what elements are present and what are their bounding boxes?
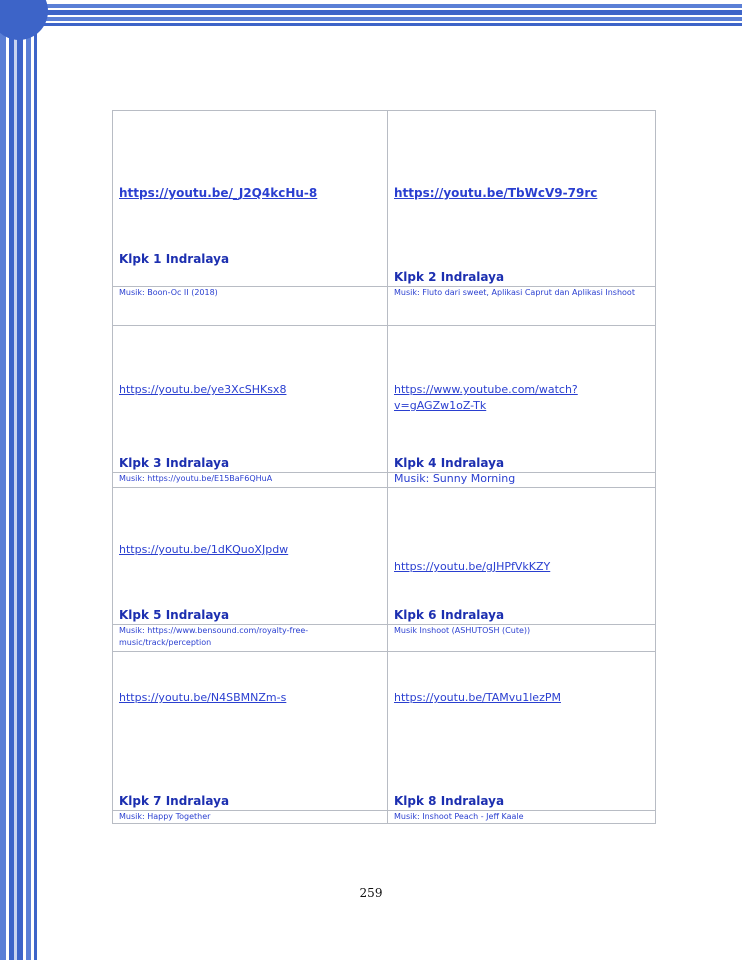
video-link[interactable]: https://youtu.be/N4SBMNZm-s — [119, 691, 287, 704]
video-cell — [113, 488, 388, 625]
video-link[interactable]: https://youtu.be/ye3XcSHKsx8 — [119, 383, 287, 396]
group-label: Klpk 4 Indralaya — [394, 456, 505, 470]
table-row — [113, 111, 656, 287]
group-label: Klpk 7 Indralaya — [119, 794, 230, 808]
decorative-frame-bar — [0, 4, 742, 8]
table-row — [113, 326, 656, 473]
group-label: Klpk 6 Indralaya — [394, 608, 505, 622]
video-cell — [388, 652, 656, 811]
video-cell — [388, 326, 656, 473]
group-label: Klpk 8 Indralaya — [394, 794, 505, 808]
video-link[interactable]: https://youtu.be/TAMvu1lezPM — [394, 691, 561, 704]
video-cell — [113, 652, 388, 811]
video-link[interactable]: https://youtu.be/1dKQuoXJpdw — [119, 543, 289, 556]
music-credit: Musik: Happy Together — [113, 811, 388, 824]
music-credit: Musik: https://www.bensound.com/royalty-free-music/track/perception — [113, 625, 388, 652]
music-credit: Musik Inshoot (ASHUTOSH (Cute)) — [388, 625, 656, 652]
table-row — [113, 488, 656, 625]
music-credit: Musik: Boon-Oc II (2018) — [113, 287, 388, 326]
video-cell — [388, 111, 656, 287]
video-links-table — [112, 110, 656, 824]
music-credit: Musik: https://youtu.be/E15BaF6QHuA — [113, 473, 388, 488]
video-cell — [113, 326, 388, 473]
video-cell — [113, 111, 388, 287]
table-row — [113, 287, 656, 326]
group-label: Klpk 5 Indralaya — [119, 608, 230, 622]
group-label: Klpk 2 Indralaya — [394, 270, 505, 284]
table-row — [113, 473, 656, 488]
decorative-frame-bar — [34, 0, 37, 960]
video-link[interactable]: https://www.youtube.com/watch?v=gAGZw1oZ-Tk — [394, 383, 578, 412]
video-cell — [388, 488, 656, 625]
page-number: 259 — [359, 886, 383, 900]
decorative-circle — [0, 0, 48, 40]
table-row — [113, 811, 656, 824]
decorative-frame-bar — [0, 17, 742, 21]
video-link[interactable]: https://youtu.be/gJHPfVkKZY — [394, 560, 551, 573]
table-row — [113, 625, 656, 652]
decorative-frame-bar — [0, 10, 742, 15]
music-credit: Musik: Fluto dari sweet, Aplikasi Caprut dan Aplikasi Inshoot — [388, 287, 656, 326]
decorative-frame-bar — [0, 23, 742, 26]
group-label: Klpk 1 Indralaya — [119, 252, 230, 266]
video-link[interactable]: https://youtu.be/_J2Q4kcHu-8 — [119, 186, 318, 200]
table-row — [113, 652, 656, 811]
music-credit: Musik: Inshoot Peach - Jeff Kaale — [388, 811, 656, 824]
video-link[interactable]: https://youtu.be/TbWcV9-79rc — [394, 186, 598, 200]
music-credit: Musik: Sunny Morning — [388, 473, 656, 488]
group-label: Klpk 3 Indralaya — [119, 456, 230, 470]
